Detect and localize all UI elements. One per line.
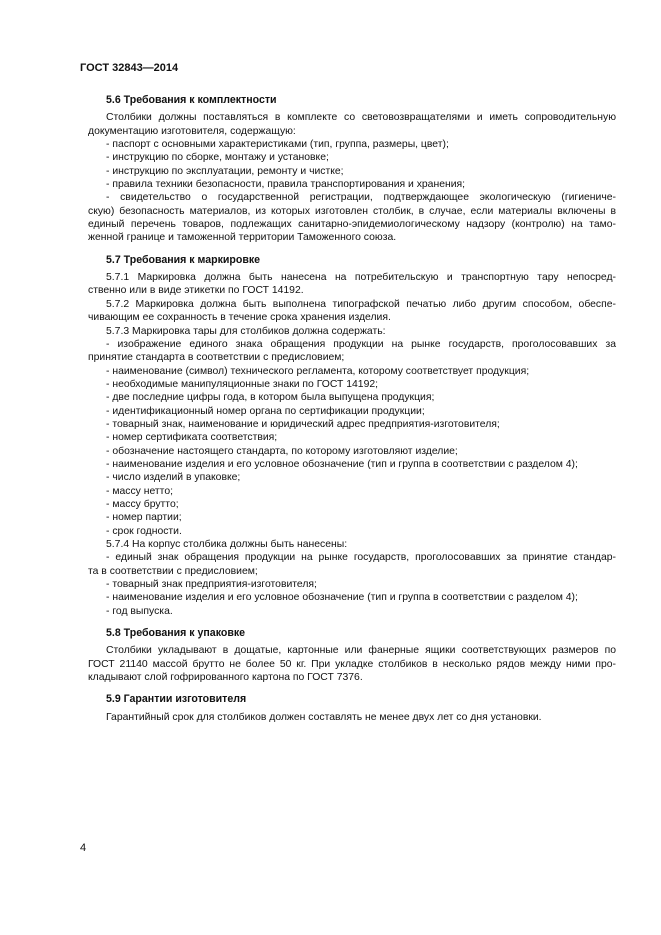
section-heading: 5.6 Требования к комплектности <box>106 94 277 106</box>
section-text <box>88 111 616 244</box>
text-line: кладывают слой гофрированного картона по ГОСТ 7376. <box>88 672 363 684</box>
list-item-line: - массу нетто; <box>106 485 173 497</box>
list-item-line: - год выпуска. <box>106 605 173 617</box>
list-item-line: - свидетельство о государственной регистрации, подтверждающее экологическую (гигиениче- <box>106 192 616 204</box>
text-line: женной границе и таможенной территории Таможенного союза. <box>88 232 397 244</box>
section-heading: 5.8 Требования к упаковке <box>106 627 246 640</box>
document-body <box>88 94 616 733</box>
section-text <box>88 711 616 724</box>
text-line: 5.7.1 Маркировка должна быть нанесена на потребительскую и транспортную тару непосред- <box>106 272 616 284</box>
page-number: 4 <box>80 842 87 854</box>
text-line: Столбики должны поставляться в комплекте со световозвращателями и иметь сопроводительную <box>106 112 616 124</box>
text-line: единый перечень товаров, подлежащих санитарно-эпидемиологическому надзору (контролю) на тамо- <box>88 219 616 231</box>
text-line: чивающим ее сохранность в течение срока хранения изделия. <box>88 312 391 324</box>
text-line: скую) безопасность материалов, из которых изготовлен столбик, в случае, если материалы включены в <box>88 205 616 217</box>
section <box>88 94 616 245</box>
list-item-line: - обозначение настоящего стандарта, по которому изготовляют изделие; <box>106 445 458 457</box>
list-item-line: - наименование (символ) технического регламента, которому соответствует продукция; <box>106 365 530 377</box>
list-item-line: - массу брутто; <box>106 498 179 510</box>
section-text <box>88 271 616 618</box>
section <box>88 693 616 724</box>
list-item-line: - номер партии; <box>106 512 182 524</box>
list-item-line: - инструкцию по сборке, монтажу и установке; <box>106 152 329 164</box>
text-line: Столбики укладывают в дощатые, картонные или фанерные ящики соответствующих размеров по <box>106 645 616 657</box>
list-item-line: - правила техники безопасности, правила транспортирования и хранения; <box>106 179 466 191</box>
list-item-line: - число изделий в упаковке; <box>106 472 241 484</box>
list-item-line: - паспорт с основными характеристиками (тип, группа, размеры, цвет); <box>106 139 449 151</box>
section-heading: 5.7 Требования к маркировке <box>106 253 261 266</box>
text-line: принятие стандарта в соответствии с предисловием; <box>88 352 345 364</box>
list-item-line: - срок годности. <box>106 525 182 537</box>
standard-designation: ГОСТ 32843—2014 <box>80 62 179 74</box>
section <box>88 627 616 684</box>
text-line: ственно или в виде этикетки по ГОСТ 14192. <box>88 285 304 297</box>
list-item-line: - инструкцию по эксплуатации, ремонту и чистке; <box>106 165 344 177</box>
section <box>88 254 616 618</box>
list-item-line: - изображение единого знака обращения продукции на рынке государств, проголосовавших за <box>106 338 616 350</box>
text-line: та в соответствии с предисловием; <box>88 565 258 577</box>
list-item-line: - единый знак обращения продукции на рынке государств, проголосовавших за принятие стандар- <box>106 552 616 564</box>
list-item-line: - наименование изделия и его условное обозначение (тип и группа в соответствии с разделом 4); <box>106 458 578 470</box>
text-line: Гарантийный срок для столбиков должен составлять не менее двух лет со дня установки. <box>106 711 542 723</box>
text-line: ГОСТ 21140 массой брутто не более 50 кг. При укладке столбиков в несколько рядов между ними про- <box>88 658 616 670</box>
section-heading: 5.9 Гарантии изготовителя <box>106 693 247 706</box>
list-item-line: - товарный знак предприятия-изготовителя; <box>106 579 317 591</box>
list-item-line: - две последние цифры года, в котором была выпущена продукция; <box>106 392 435 404</box>
text-line: 5.7.4 На корпус столбика должны быть нанесены: <box>106 539 348 550</box>
list-item-line: - наименование изделия и его условное обозначение (тип и группа в соответствии с разделом 4); <box>106 592 578 604</box>
list-item-line: - необходимые манипуляционные знаки по ГОСТ 14192; <box>106 378 379 390</box>
list-item-line: - товарный знак, наименование и юридический адрес предприятия-изготовителя; <box>106 418 500 430</box>
text-line: 5.7.2 Маркировка должна быть выполнена типографской печатью либо другим способом, обеспе- <box>106 298 616 310</box>
list-item-line: - номер сертификата соответствия; <box>106 432 278 444</box>
text-line: 5.7.3 Маркировка тары для столбиков должна содержать: <box>106 325 386 337</box>
list-item-line: - идентификационный номер органа по сертификации продукции; <box>106 405 425 417</box>
text-line: документацию изготовителя, содержащую: <box>88 125 296 137</box>
section-text <box>88 644 616 684</box>
